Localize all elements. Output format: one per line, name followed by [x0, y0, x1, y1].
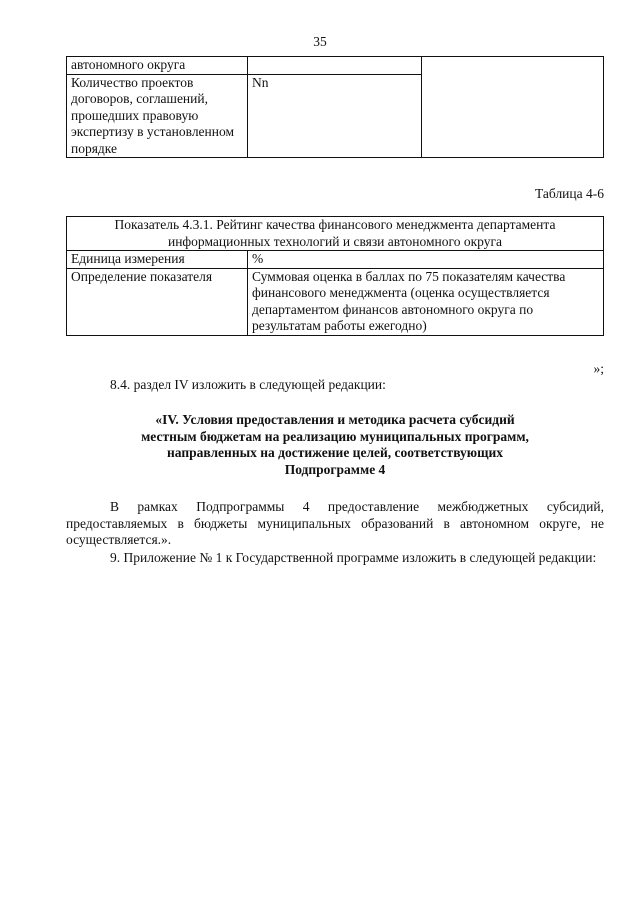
table-cell: Nn [248, 74, 422, 158]
body-paragraph: В рамках Подпрограммы 4 предоставление межбюджетных субсидий, предоставляемых в бюджеты муниципальных образований в автономном округе, не осуществляется.». [66, 499, 604, 547]
row-value: Суммовая оценка в баллах по 75 показателям качества финансового менеджмента (оценка осуществляется департаментом финансов автономного округа по результатам работы ежегодно) [248, 268, 604, 335]
table-cell: автономного округа [67, 57, 248, 75]
table-row [67, 251, 604, 269]
section-heading [66, 412, 604, 478]
page-number: 35 [313, 34, 327, 49]
table-cell [422, 57, 604, 158]
table-row [67, 57, 604, 75]
table-caption: Таблица 4-6 [535, 186, 604, 201]
section-instruction: 8.4. раздел IV изложить в следующей редакции: [110, 377, 386, 392]
body-paragraph: 9. Приложение № 1 к Государственной программе изложить в следующей редакции: [110, 550, 597, 565]
indicator-table [66, 216, 604, 336]
heading-line: направленных на достижение целей, соответствующих [166, 445, 504, 460]
table-cell [248, 57, 422, 75]
table-row [67, 268, 604, 335]
heading-line: «IV. Условия предоставления и методика расчета субсидий [155, 412, 515, 427]
row-value: % [248, 251, 604, 269]
closing-quote: »; [593, 361, 604, 376]
table-cell: Количество проектов договоров, соглашений, прошедших правовую экспертизу в установленном порядке [67, 74, 248, 158]
row-label: Единица измерения [67, 251, 248, 269]
heading-line: местным бюджетам на реализацию муниципальных программ, [141, 428, 529, 444]
top-continued-table [66, 56, 604, 158]
heading-line: Подпрограмме 4 [284, 461, 386, 477]
table-header-row [67, 217, 604, 251]
row-label: Определение показателя [67, 268, 248, 335]
table-header-cell: Показатель 4.3.1. Рейтинг качества финансового менеджмента департамента информационных технологий и связи автономного округа [67, 217, 604, 251]
